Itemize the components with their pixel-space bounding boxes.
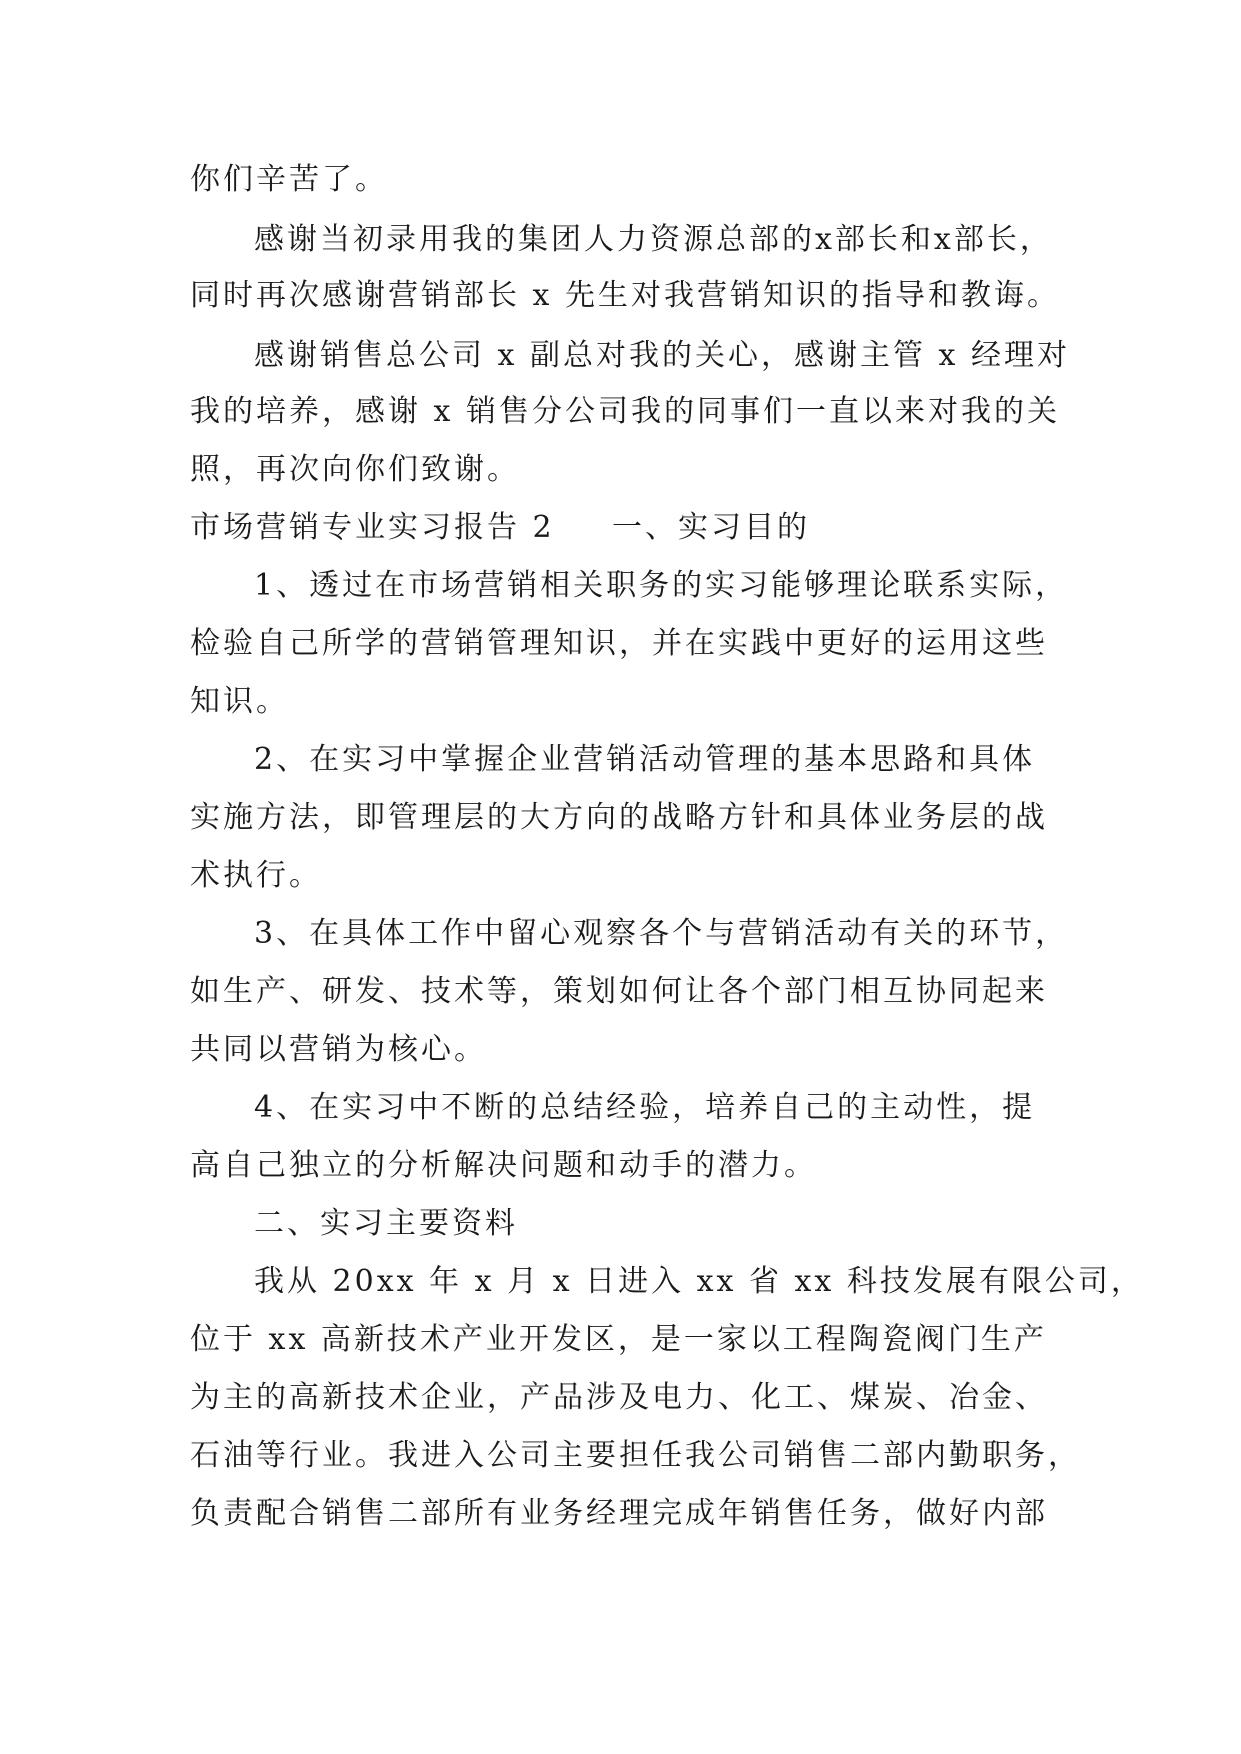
text-line: 感谢销售总公司 x 副总对我的关心，感谢主管 x 经理对: [254, 338, 1070, 373]
text-line: 我的培养，感谢 x 销售分公司我的同事们一直以来对我的关: [190, 394, 1060, 429]
text-line: 负责配合销售二部所有业务经理完成年销售任务，做好内部: [190, 1496, 1048, 1531]
text-line: 高自己独立的分析解决问题和动手的潜力。: [190, 1148, 817, 1183]
section-heading: 一、实习目的: [612, 510, 810, 545]
text-line: 共同以营销为核心。: [190, 1032, 487, 1067]
section-title: 市场营销专业实习报告 2: [190, 510, 555, 545]
text-line: 如生产、研发、技术等，策划如何让各个部门相互协同起来: [190, 974, 1048, 1009]
text-line: 1、透过在市场营销相关职务的实习能够理论联系实际，: [254, 568, 1069, 603]
text-line: 同时再次感谢营销部长 x 先生对我营销知识的指导和教诲。: [190, 278, 1060, 313]
text-line: 你们辛苦了。: [190, 162, 388, 197]
text-line: 术执行。: [190, 858, 322, 893]
text-line: 实施方法，即管理层的大方向的战略方针和具体业务层的战: [190, 800, 1048, 835]
text-line: 为主的高新技术企业，产品涉及电力、化工、煤炭、冶金、: [190, 1380, 1048, 1415]
text-line: 3、在具体工作中留心观察各个与营销活动有关的环节，: [254, 916, 1069, 951]
text-line: 4、在实习中不断的总结经验，培养自己的主动性，提: [254, 1090, 1036, 1125]
text-line: 2、在实习中掌握企业营销活动管理的基本思路和具体: [254, 742, 1036, 777]
text-line: 石油等行业。我进入公司主要担任我公司销售二部内勤职务，: [190, 1438, 1081, 1473]
text-line: 检验自己所学的营销管理知识，并在实践中更好的运用这些: [190, 626, 1048, 661]
text-line: 照，再次向你们致谢。: [190, 452, 520, 487]
text-line: 知识。: [190, 684, 289, 719]
text-line: 位于 xx 高新技术产业开发区，是一家以工程陶瓷阀门生产: [190, 1322, 1047, 1357]
section-heading: 二、实习主要资料: [254, 1206, 518, 1241]
text-line: 我从 20xx 年 x 月 x 日进入 xx 省 xx 科技发展有限公司，: [254, 1264, 1144, 1299]
text-line: 感谢当初录用我的集团人力资源总部的x部长和x部长，: [254, 222, 1053, 257]
